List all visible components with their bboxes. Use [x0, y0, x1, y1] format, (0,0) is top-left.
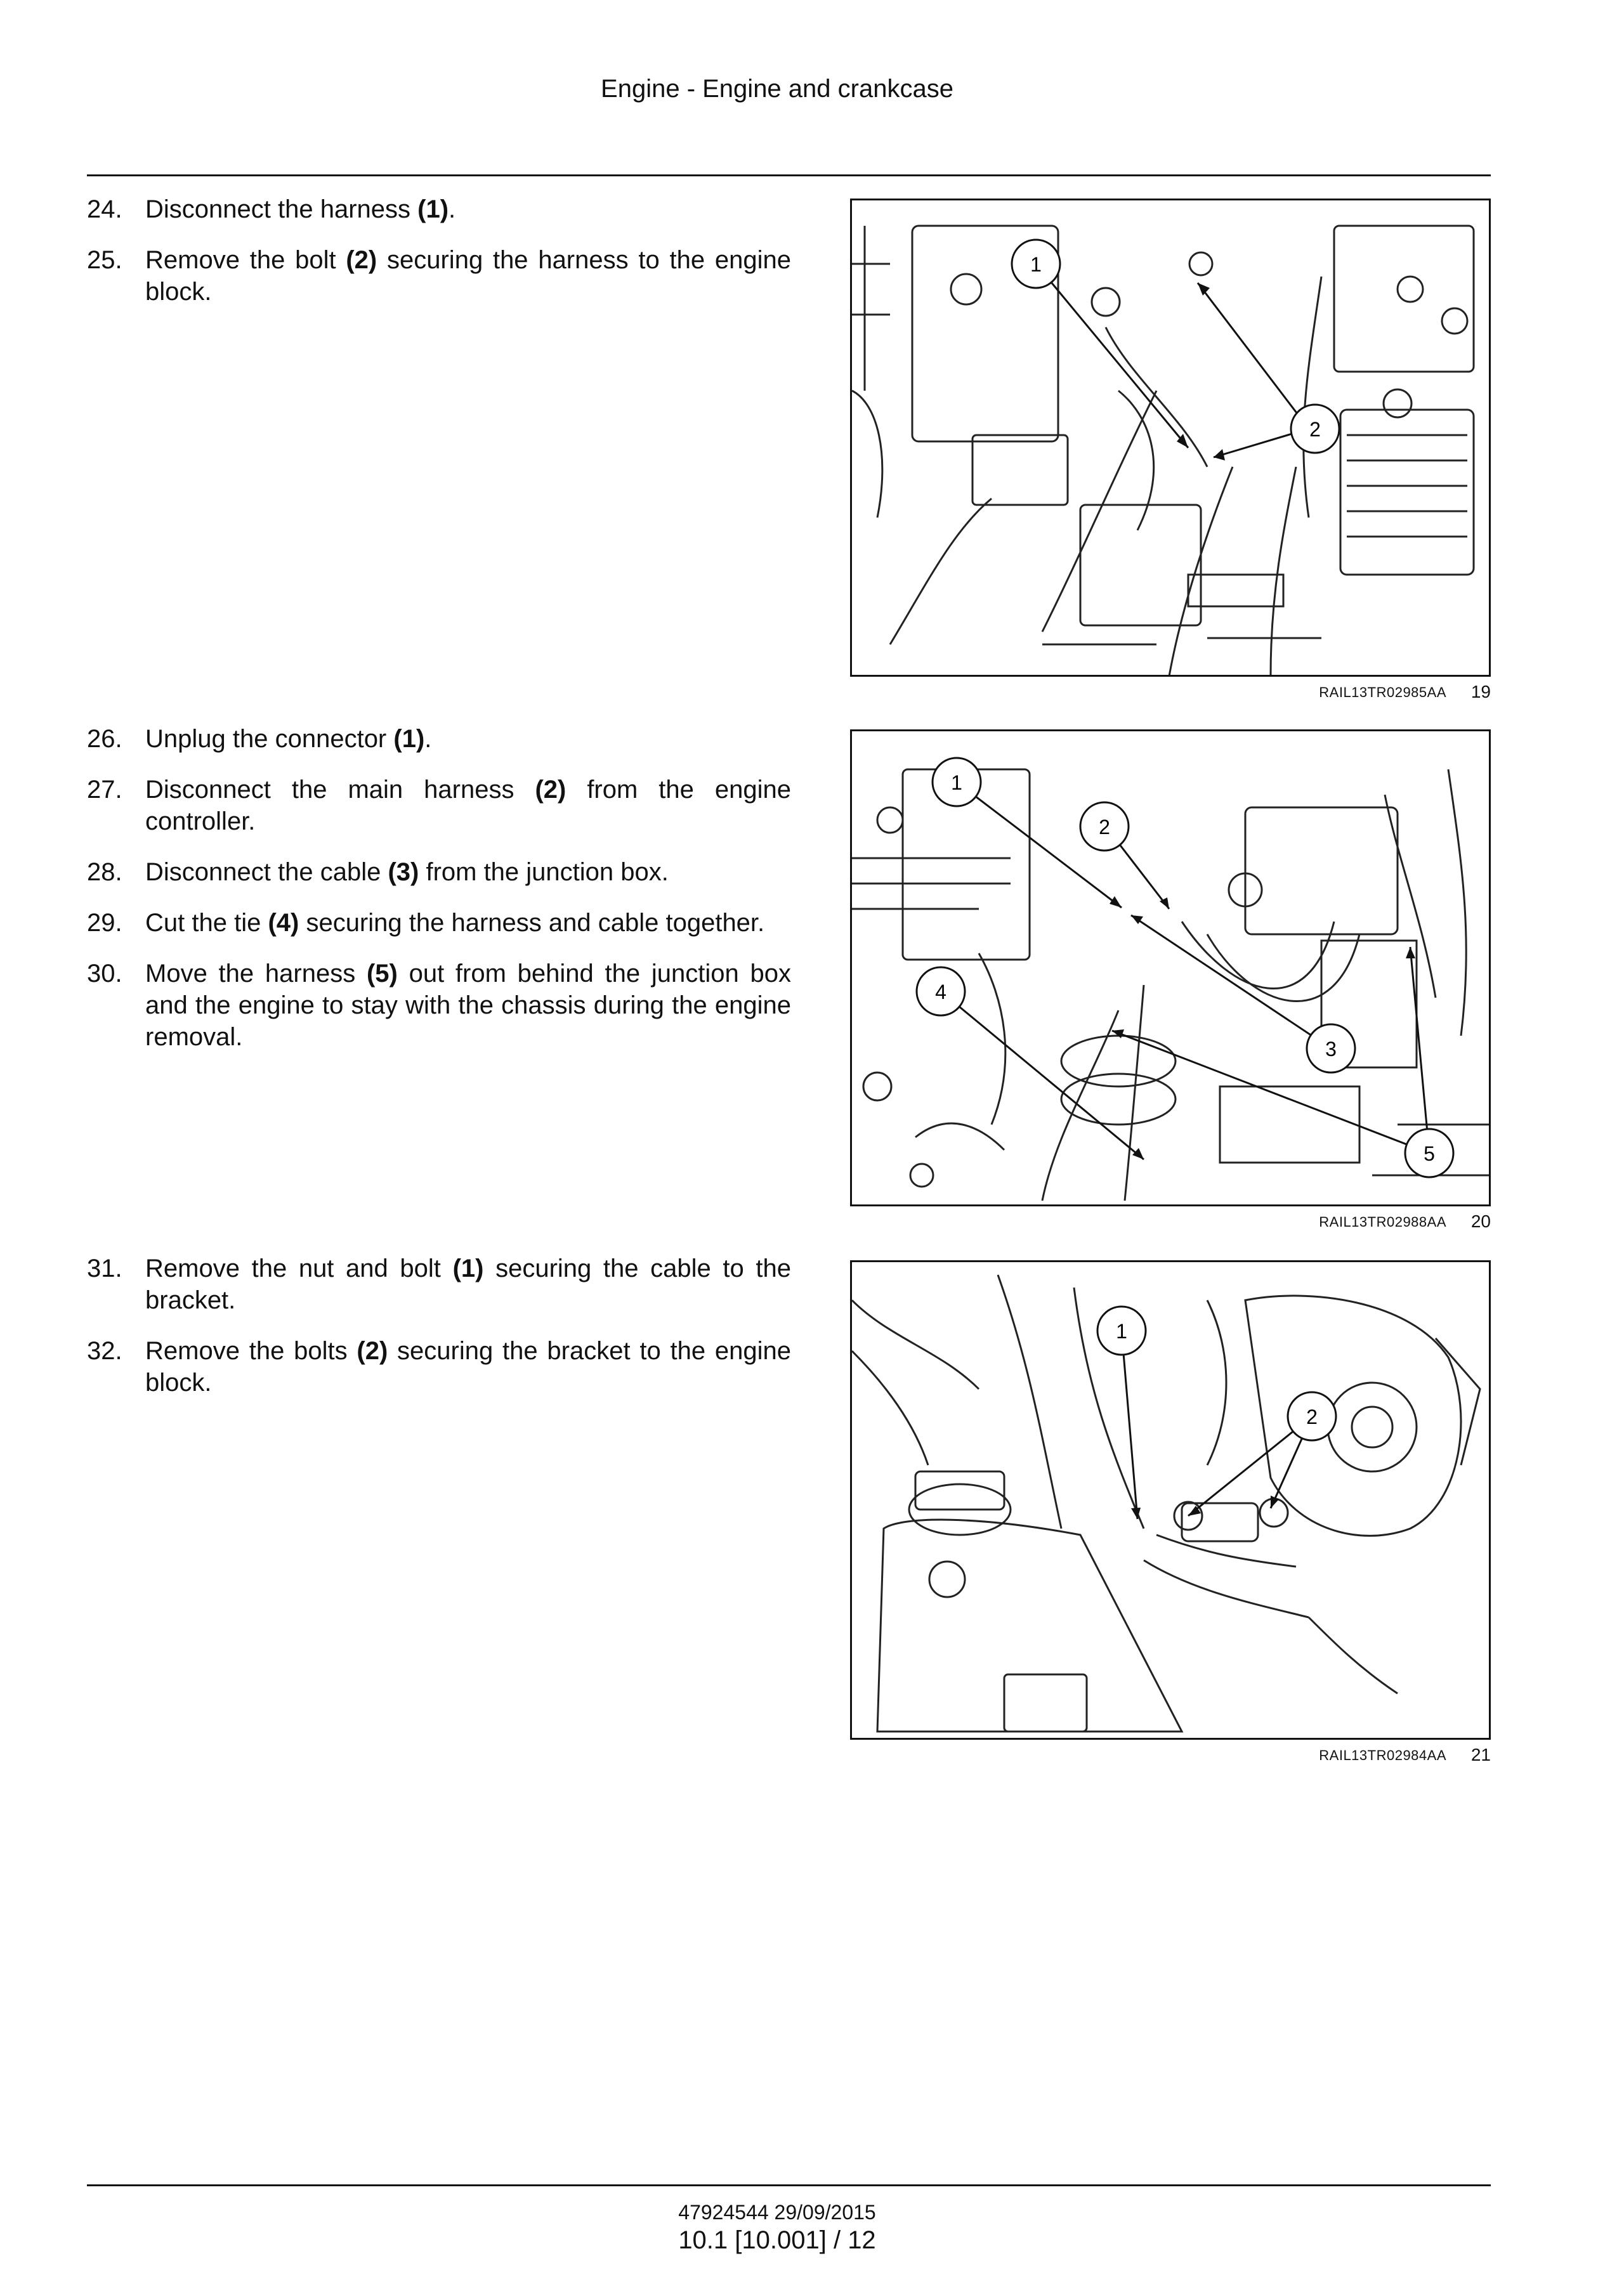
step-number: 25. [87, 246, 122, 274]
step-reference: (3) [388, 858, 419, 886]
figure-20 [850, 729, 1491, 1232]
step-text: Unplug the connector (1). [145, 725, 432, 753]
callout-2: 2 [1099, 816, 1110, 838]
step-number: 26. [87, 725, 122, 753]
callout-1: 1 [1116, 1320, 1127, 1343]
figure-caption [850, 1206, 1491, 1232]
figure-number: 19 [1470, 682, 1491, 701]
engine-illustration-21 [850, 1260, 1491, 1740]
step-reference: (1) [417, 195, 449, 223]
header-rule [87, 174, 1491, 176]
figure-19 [850, 199, 1491, 702]
step-text: Disconnect the harness (1). [145, 195, 456, 223]
callout-1: 1 [1030, 253, 1042, 276]
step-item [87, 856, 791, 888]
step-list [87, 1253, 791, 1418]
page-header-title: Engine - Engine and crankcase [601, 75, 953, 103]
step-number: 27. [87, 776, 122, 804]
step-number: 29. [87, 909, 122, 937]
section-figure-21 [87, 1253, 1491, 1785]
step-text: Remove the bolts (2) securing the bracket to the engine block. [145, 1337, 792, 1397]
step-number: 28. [87, 858, 122, 886]
step-reference: (2) [535, 776, 566, 804]
step-number: 32. [87, 1337, 122, 1365]
section-figure-19 [87, 193, 1491, 714]
step-item [87, 193, 791, 225]
footer-page-ref: 10.1 [10.001] / 12 [678, 2226, 876, 2254]
callout-5: 5 [1424, 1142, 1435, 1165]
step-list [87, 723, 791, 1072]
footer-doc-ref: 47924544 29/09/2015 [678, 2201, 876, 2224]
step-text: Cut the tie (4) securing the harness and cable together. [145, 909, 765, 937]
step-reference: (2) [357, 1337, 388, 1365]
step-reference: (4) [268, 909, 299, 937]
step-item [87, 907, 791, 939]
callout-4: 4 [935, 981, 946, 1003]
step-item [87, 1335, 791, 1399]
step-text: Disconnect the main harness (2) from the engine controller. [145, 776, 792, 835]
step-number: 30. [87, 960, 122, 988]
callout-2: 2 [1306, 1406, 1318, 1428]
footer-rule [87, 2184, 1491, 2186]
step-item [87, 774, 791, 837]
step-item [87, 723, 791, 755]
callout-2: 2 [1309, 418, 1321, 441]
step-item [87, 244, 791, 308]
callout-3: 3 [1325, 1038, 1337, 1060]
figure-code: RAIL13TR02985AA [1319, 684, 1446, 700]
figure-caption [850, 677, 1491, 702]
figure-number: 20 [1470, 1211, 1491, 1231]
step-text: Remove the nut and bolt (1) securing the cable to the bracket. [145, 1255, 792, 1314]
line-drawing [852, 200, 1489, 675]
section-figure-20 [87, 723, 1491, 1256]
step-number: 31. [87, 1255, 122, 1282]
figure-code: RAIL13TR02984AA [1319, 1747, 1446, 1763]
step-reference: (5) [366, 960, 398, 988]
step-text: Remove the bolt (2) securing the harness to the engine block. [145, 246, 791, 306]
engine-illustration-19 [850, 199, 1491, 677]
figure-code: RAIL13TR02988AA [1319, 1214, 1446, 1230]
step-text: Disconnect the cable (3) from the junction box. [145, 858, 669, 886]
step-item [87, 1253, 791, 1316]
step-list [87, 193, 791, 327]
step-reference: (2) [346, 246, 377, 274]
figure-caption [850, 1740, 1491, 1765]
line-drawing [852, 731, 1489, 1204]
step-text: Move the harness (5) out from behind the junction box and the engine to stay with the chassis during the engine removal. [145, 960, 791, 1051]
callout-1: 1 [951, 771, 962, 794]
figure-number: 21 [1470, 1745, 1491, 1764]
figure-21 [850, 1260, 1491, 1765]
step-item [87, 958, 791, 1053]
step-reference: (1) [393, 725, 425, 753]
step-number: 24. [87, 195, 122, 223]
step-reference: (1) [452, 1255, 484, 1282]
engine-illustration-20 [850, 729, 1491, 1206]
line-drawing [852, 1262, 1489, 1738]
